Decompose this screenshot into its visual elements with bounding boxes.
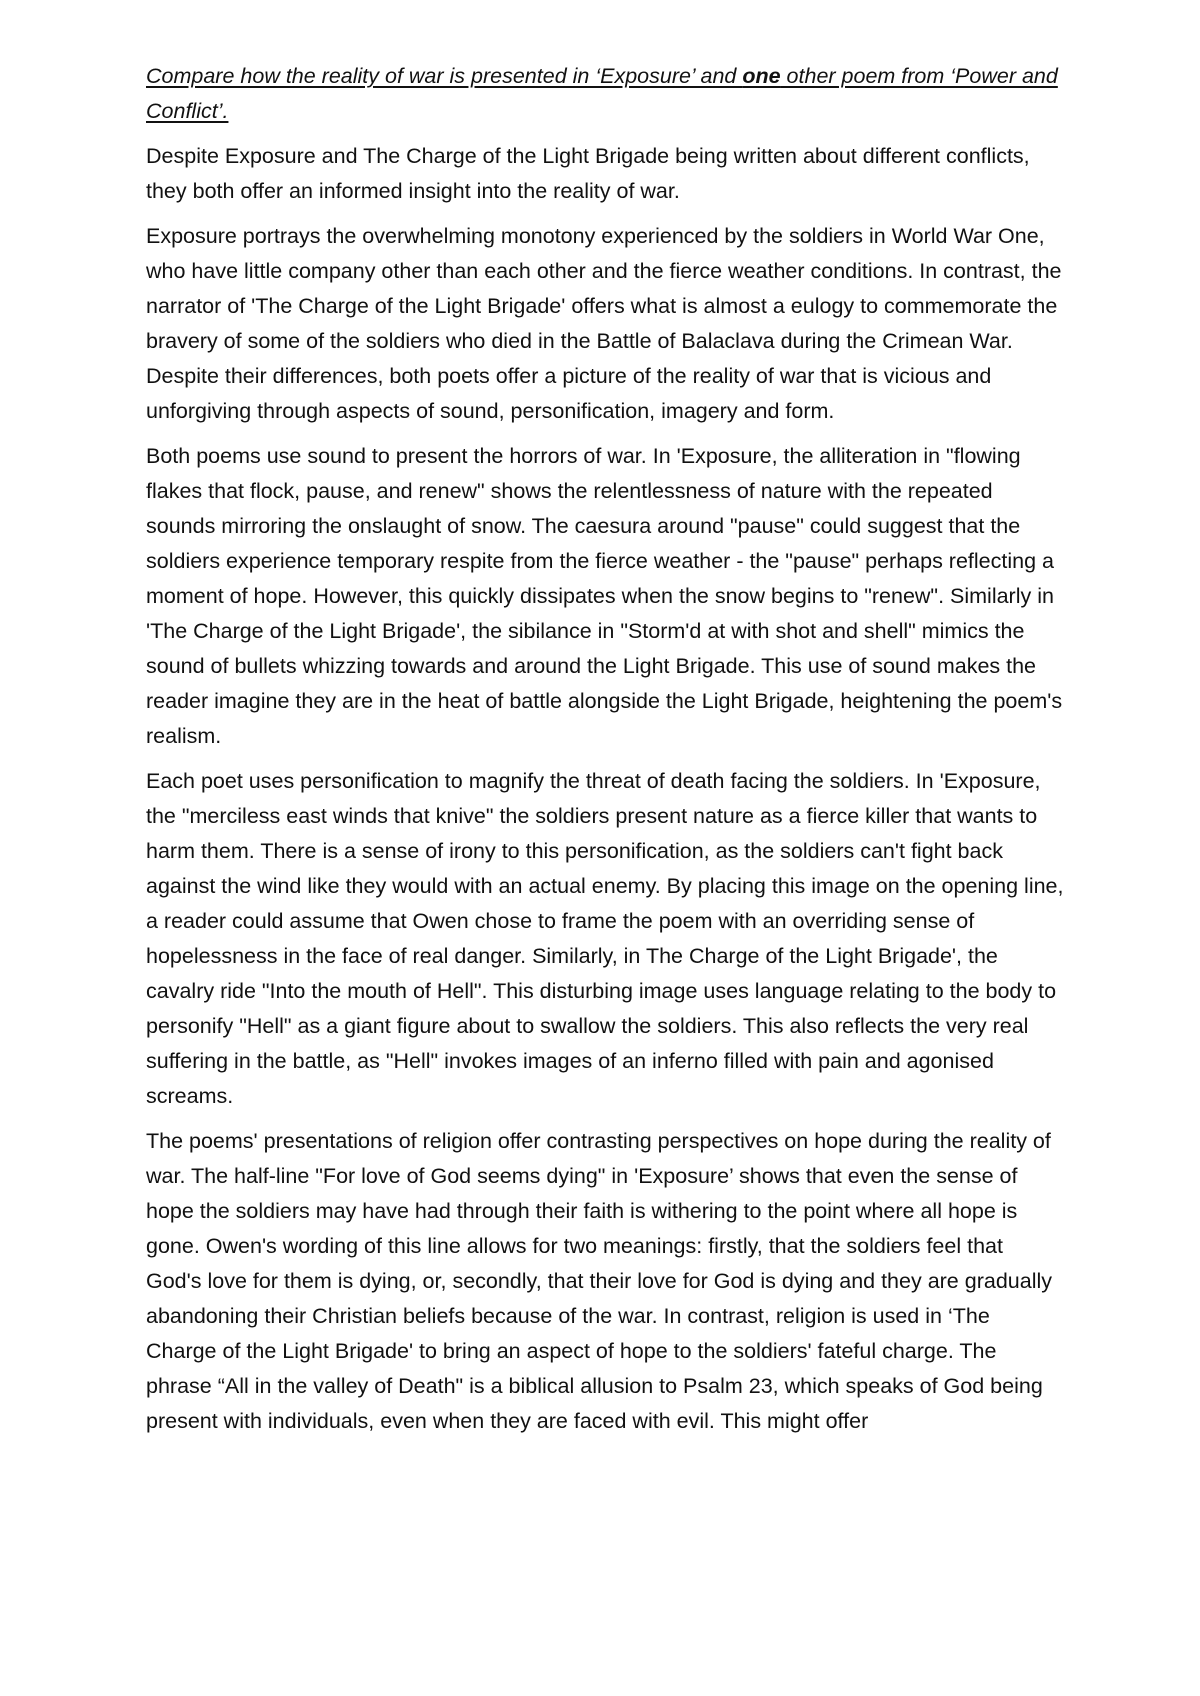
paragraph-sound: Both poems use sound to present the horrors of war. In 'Exposure, the alliteration in "flowing flakes that flock, pause, and renew" shows the relentlessness of nature with the repeated sounds mirroring the onslaught of snow. The caesura around "pause" could suggest that the soldiers experience temporary respite from the fierce weather - the "pause" perhaps reflecting a moment of hope. However, this quickly dissipates when the snow begins to "renew". Similarly in 'The Charge of the Light Brigade', the sibilance in "Storm'd at with shot and shell" mimics the sound of bullets whizzing towards and around the Light Brigade. This use of sound makes the reader imagine they are in the heat of battle alongside the Light Brigade, heightening the poem's realism. [146,444,1063,748]
paragraph-introduction: Despite Exposure and The Charge of the Light Brigade being written about different conflicts, they both offer an informed insight into the reality of war. [146,144,1030,203]
title-text-start: Compare how the reality of war is presented in ‘Exposure’ and [146,64,743,88]
paragraph-personification: Each poet uses personification to magnify the threat of death facing the soldiers. In 'Exposure, the "merciless east winds that knive" the soldiers present nature as a fierce killer that wants to harm them. There is a sense of irony to this personification, as the soldiers can't fight back against the wind like they would with an actual enemy. By placing this image on the opening line, a reader could assume that Owen chose to frame the poem with an overriding sense of hopelessness in the face of real danger. Similarly, in The Charge of the Light Brigade', the cavalry ride "Into the mouth of Hell". This disturbing image uses language relating to the body to personify "Hell" as a giant figure about to swallow the soldiers. This also reflects the very real suffering in the battle, as "Hell" invokes images of an inferno filled with pain and agonised screams. [146,769,1064,1108]
document-body [146,59,1064,1449]
paragraph-context: Exposure portrays the overwhelming monotony experienced by the soldiers in World War One, who have little company other than each other and the fierce weather conditions. In contrast, the narrator of 'The Charge of the Light Brigade' offers what is almost a eulogy to commemorate the bravery of some of the soldiers who died in the Battle of Balaclava during the Crimean War. Despite their differences, both poets offer a picture of the reality of war that is vicious and unforgiving through aspects of sound, personification, imagery and form. [146,224,1062,423]
title-text-end: other poem from ‘Power and Conflict’. [146,64,1058,123]
paragraph-religion: The poems' presentations of religion offer contrasting perspectives on hope during the reality of war. The half-line "For love of God seems dying" in 'Exposure’ shows that even the sense of hope the soldiers may have had through their faith is withering to the point where all hope is gone. Owen's wording of this line allows for two meanings: firstly, that the soldiers feel that God's love for them is dying, or, secondly, that their love for God is dying and they are gradually abandoning their Christian beliefs because of the war. In contrast, religion is used in ‘The Charge of the Light Brigade' to bring an aspect of hope to the soldiers' fateful charge. The phrase “All in the valley of Death" is a biblical allusion to Psalm 23, which speaks of God being present with individuals, even when they are faced with evil. This might offer [146,1129,1052,1433]
essay-question-title [146,59,1064,129]
title-emphasis-word: one [742,64,781,88]
